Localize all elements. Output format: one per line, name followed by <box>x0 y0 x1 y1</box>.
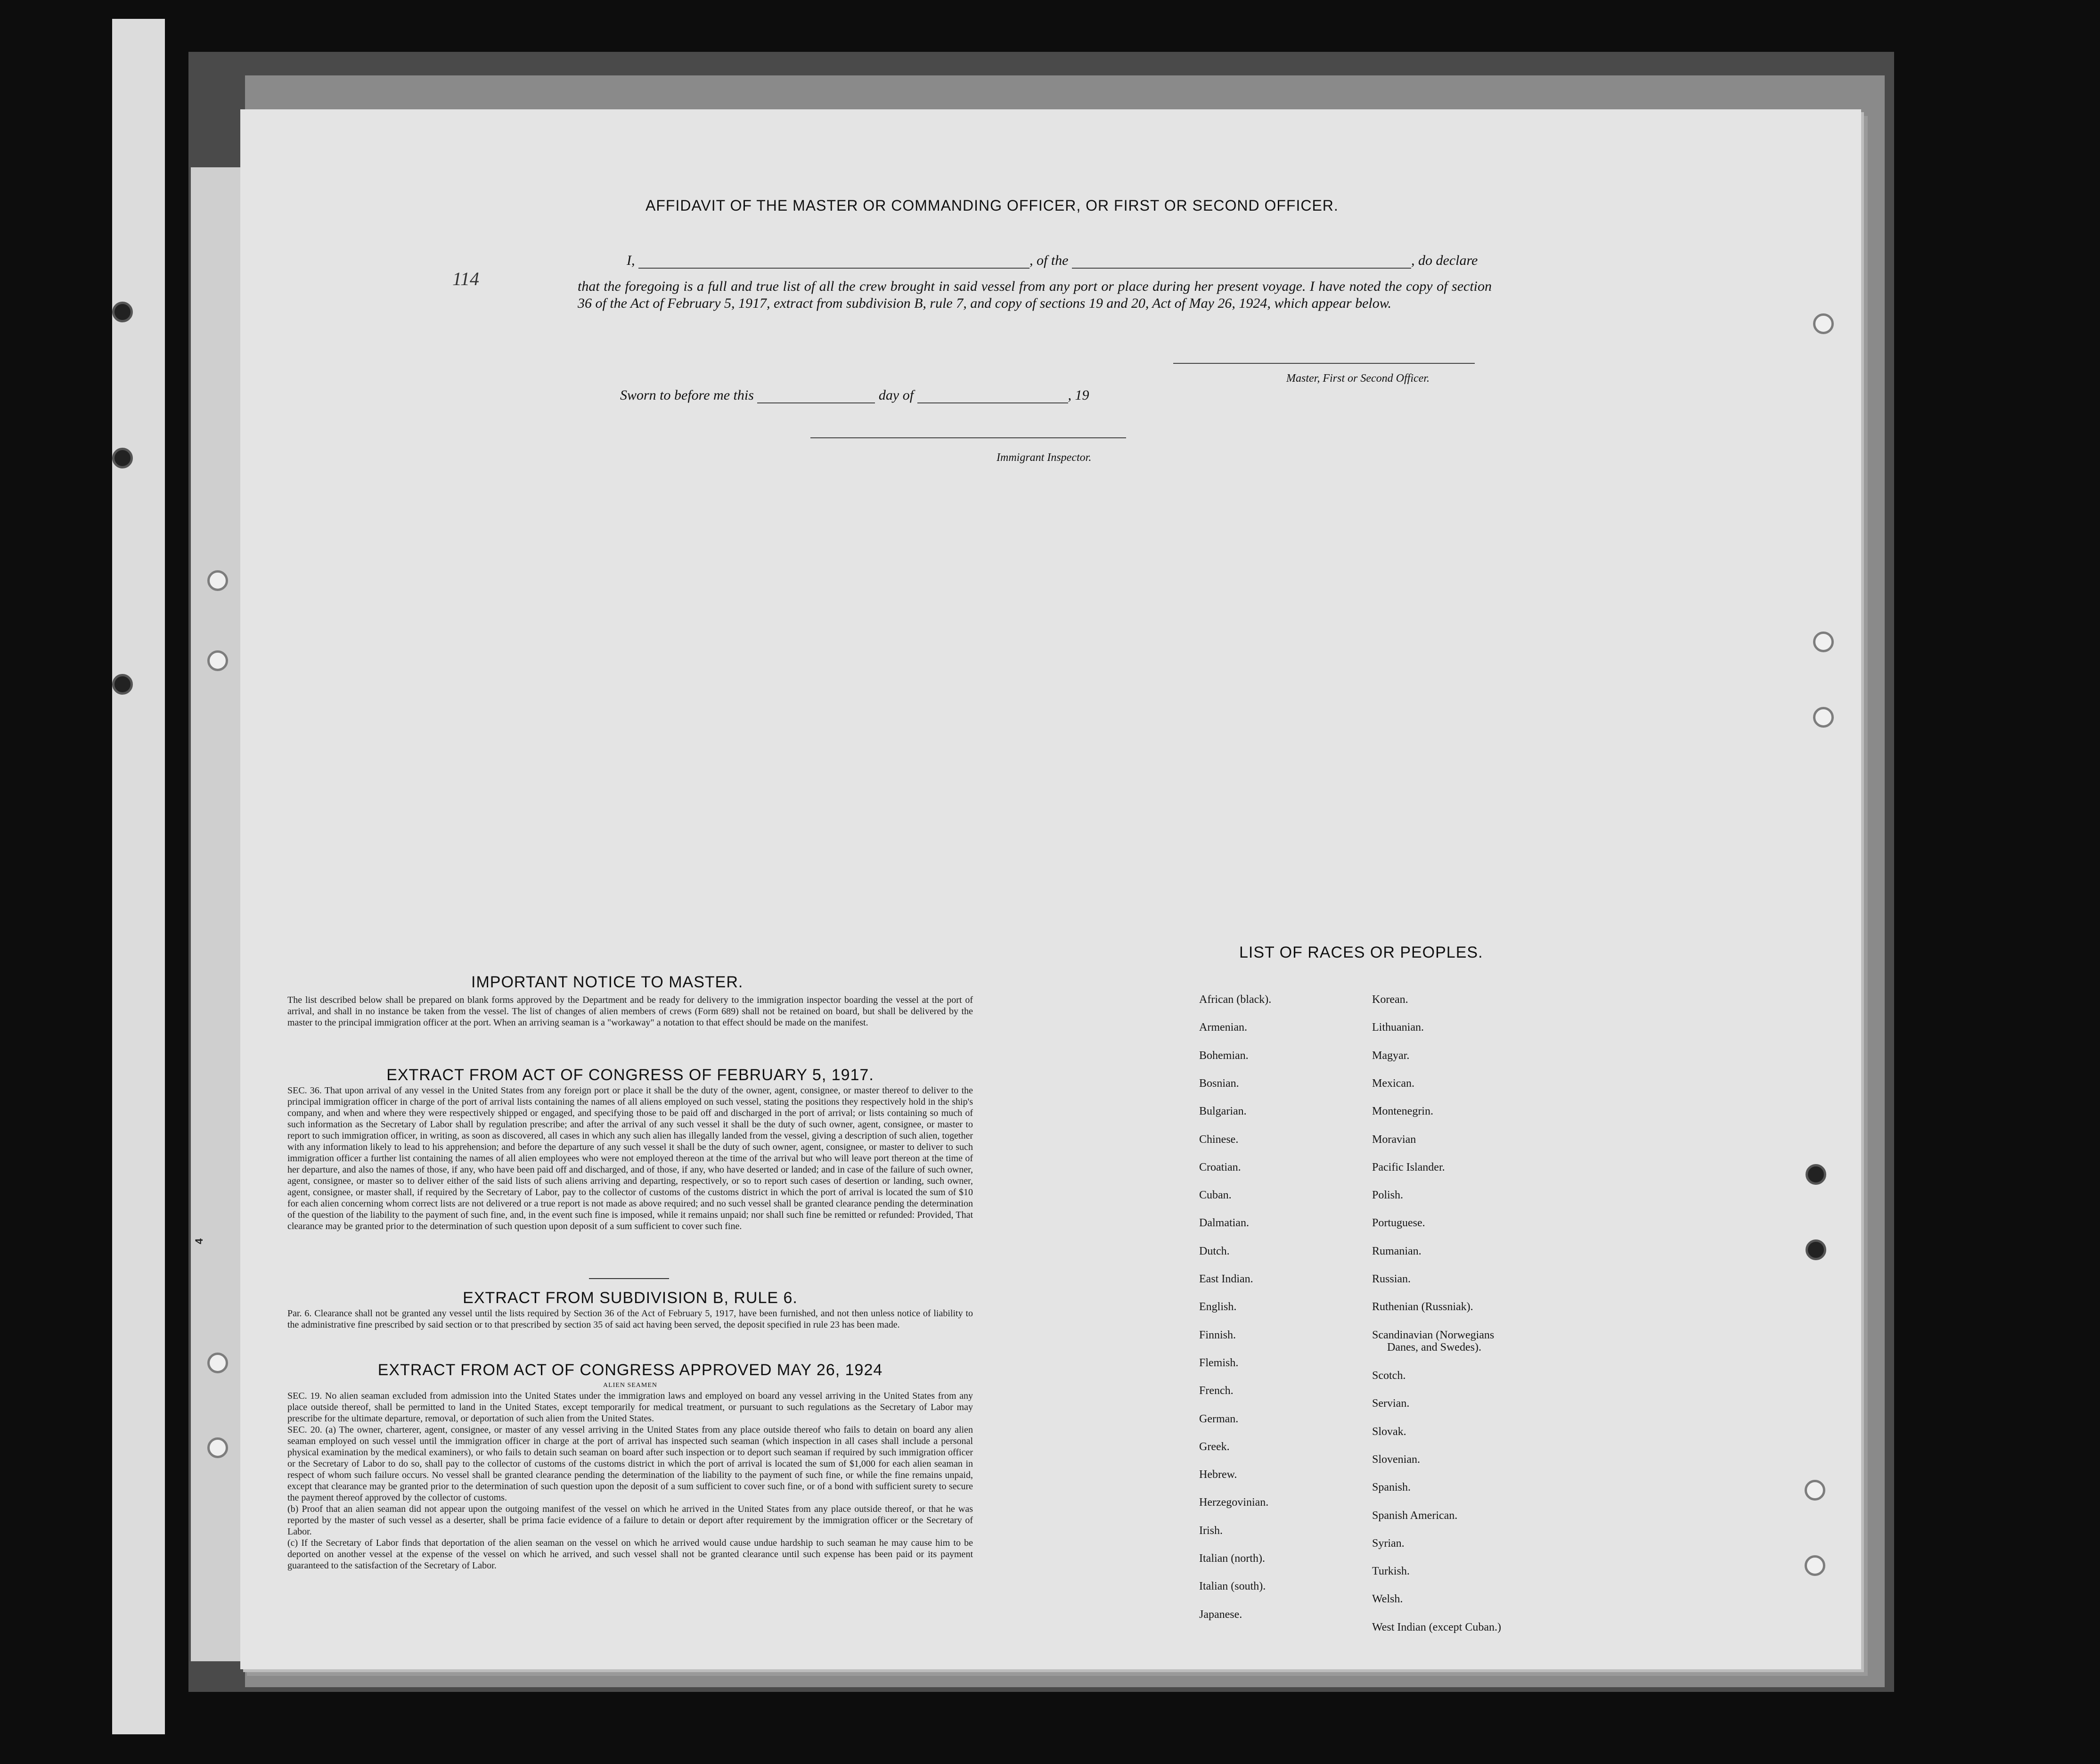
master-signature-line[interactable] <box>1173 363 1475 364</box>
race-item: Danes, and Swedes). <box>1387 1341 1481 1354</box>
race-item: East Indian. <box>1199 1273 1253 1285</box>
affidavit-body: that the foregoing is a full and true list of all the crew brought in said vessel from any port or place during her present voyage. I have noted the copy of section 36 of the Act of February 5, 1917, extract from subdivision B, rule 7, and copy of sections 19 and 20, Act of May 26, 1924, which appear below. <box>578 279 1492 311</box>
notice-title: IMPORTANT NOTICE TO MASTER. <box>471 973 744 991</box>
race-item: Italian (south). <box>1199 1580 1266 1592</box>
punch-hole <box>207 1437 228 1458</box>
sworn-month-field[interactable] <box>917 388 1068 403</box>
sworn-line <box>620 387 1089 403</box>
extract-1924-title: EXTRACT FROM ACT OF CONGRESS APPROVED MAY 26, 1924 <box>377 1361 883 1379</box>
race-item: Korean. <box>1372 993 1408 1006</box>
sec19-paragraph: SEC. 19. No alien seaman excluded from admission into the United States under the immigration laws and employed on board any vessel arriving in the United States from any place outside thereof, shall be permitted to land in the United States, except temporarily for medical treatment, or pursuant to such regulations as the Secretary of Labor may prescribe for the ultimate departure, removal, or deportation of such alien from the United States. <box>287 1391 973 1424</box>
of-the-text: , of the <box>1030 253 1069 268</box>
race-item: Finnish. <box>1199 1329 1236 1341</box>
race-item: Moravian <box>1372 1133 1416 1146</box>
race-item: Dalmatian. <box>1199 1217 1249 1229</box>
race-item: Flemish. <box>1199 1357 1239 1369</box>
alien-seamen-subtitle: ALIEN SEAMEN <box>603 1382 658 1389</box>
extract-rule-body: Par. 6. Clearance shall not be granted any vessel until the lists required by Section 36 of the Act of February 5, 1917, have been furnished, and not then unless notice of liability to the administrative fine prescribed by said section or to that prescribed by section 35 of said act having been served, the deposit specified in rule 23 has been made. <box>287 1308 973 1330</box>
race-item: Italian (north). <box>1199 1552 1265 1565</box>
punch-hole <box>1805 1480 1825 1501</box>
race-item: Japanese. <box>1199 1608 1242 1621</box>
punch-hole <box>1805 1555 1825 1576</box>
race-item: Cuban. <box>1199 1189 1232 1201</box>
race-item: Hebrew. <box>1199 1469 1237 1481</box>
secb-paragraph: (b) Proof that an alien seaman did not appear upon the outgoing manifest of the vessel on which he arrived in the United States from any place outside thereof, or that he was reported by the master of such vessel as a deserter, shall be prima facie evidence of a failure to detain or deport after requirement by the immigration officer or the Secretary of Labor. <box>287 1504 973 1537</box>
race-item: Bosnian. <box>1199 1077 1239 1090</box>
day-of-text: day of <box>878 387 914 403</box>
sec20-paragraph: SEC. 20. (a) The owner, charterer, agent, consignee, or master of any vessel arriving in the United States from any place outside thereof who fails to detain on board any alien seaman employed on such vessel until the immigration officer in charge at the port of arrival has inspected such seaman (which inspection in all cases shall include a personal physical examination by the medical examiners), or who fails to detain such seaman on board after such inspection or to deport such seaman if required by such immigration officer or the Secretary of Labor to do so, shall pay to the collector of customs of the customs district in which the port of arrival is located the sum of $1,000 for each alien seaman in respect of whom such failure occurs. No vessel shall be granted clearance pending the determination of the liability to the payment of such fine, or while the fine remains unpaid, except that clearance may be granted prior to the determination of such question upon the deposit of a sum sufficient to cover such fine, or of a bond with sufficient surety to secure the payment thereof approved by the collector of customs. <box>287 1425 973 1503</box>
race-item: Welsh. <box>1372 1593 1403 1605</box>
race-item: Montenegrin. <box>1372 1105 1433 1117</box>
extract-rule-title: EXTRACT FROM SUBDIVISION B, RULE 6. <box>463 1289 798 1307</box>
affidavit-title: AFFIDAVIT OF THE MASTER OR COMMANDING OFFICER, OR FIRST OR SECOND OFFICER. <box>646 197 1339 214</box>
extract-1917-title: EXTRACT FROM ACT OF CONGRESS OF FEBRUARY 5, 1917. <box>386 1066 874 1084</box>
left-paper-strip <box>112 19 165 1734</box>
race-item: Dutch. <box>1199 1245 1230 1257</box>
race-item: Herzegovinian. <box>1199 1496 1269 1509</box>
master-label: Master, First or Second Officer. <box>1286 372 1430 385</box>
race-item: Syrian. <box>1372 1537 1405 1550</box>
punch-hole <box>207 650 228 671</box>
race-item: Armenian. <box>1199 1021 1247 1034</box>
race-item: Scotch. <box>1372 1370 1406 1382</box>
notice-body: The list described below shall be prepared on blank forms approved by the Department and be ready for delivery to the immigration inspector boarding the vessel at the port of arrival, and shall in no instance be taken from the vessel. The list of changes of alien members of crews (Form 689) shall not be retained on board, but shall be delivered by the master to the principal immigration officer at the port. When an arriving seaman is a "workaway" a notation to that effect should be made on the manifest. <box>287 995 973 1028</box>
punch-hole <box>112 674 133 695</box>
race-item: Irish. <box>1199 1525 1223 1537</box>
race-item: French. <box>1199 1385 1234 1397</box>
punch-hole <box>207 1353 228 1373</box>
race-item: Croatian. <box>1199 1161 1241 1173</box>
sworn-day-field[interactable] <box>757 388 875 403</box>
race-item: English. <box>1199 1301 1237 1313</box>
punch-hole <box>1813 707 1834 728</box>
year-prefix: , 19 <box>1068 387 1089 403</box>
race-item: Scandinavian (Norwegians <box>1372 1329 1495 1341</box>
inspector-signature-line[interactable] <box>810 437 1126 438</box>
extract-1924-body <box>287 1390 973 1571</box>
race-item: Ruthenian (Russniak). <box>1372 1301 1473 1313</box>
do-declare-text: , do declare <box>1411 253 1478 268</box>
race-item: African (black). <box>1199 993 1272 1006</box>
sworn-text: Sworn to before me this <box>620 387 754 403</box>
vessel-field[interactable] <box>1072 254 1411 269</box>
punch-hole <box>1806 1239 1826 1260</box>
divider <box>589 1278 669 1279</box>
inspector-label: Immigrant Inspector. <box>997 451 1092 464</box>
race-item: Rumanian. <box>1372 1245 1422 1257</box>
name-field[interactable] <box>638 254 1030 269</box>
race-item: Spanish American. <box>1372 1510 1458 1522</box>
handwritten-number: 114 <box>452 268 480 289</box>
punch-hole <box>112 302 133 322</box>
race-item: West Indian (except Cuban.) <box>1372 1621 1501 1633</box>
race-item: Chinese. <box>1199 1133 1239 1146</box>
side-number: 4 <box>193 1238 205 1244</box>
race-item: Slovak. <box>1372 1426 1406 1438</box>
punch-hole <box>207 570 228 591</box>
pronoun-i: I, <box>627 253 635 268</box>
races-title: LIST OF RACES OR PEOPLES. <box>1239 944 1483 961</box>
race-item: Portuguese. <box>1372 1217 1425 1229</box>
race-item: Turkish. <box>1372 1565 1410 1577</box>
race-item: Russian. <box>1372 1273 1411 1285</box>
race-item: German. <box>1199 1413 1239 1425</box>
punch-hole <box>1813 313 1834 334</box>
race-item: Slovenian. <box>1372 1453 1420 1466</box>
race-item: Greek. <box>1199 1441 1230 1453</box>
secc-paragraph: (c) If the Secretary of Labor finds that deportation of the alien seaman on the vessel on which he arrived would cause undue hardship to such seaman he may cause him to be deported on another vessel at the expense of the vessel on which he arrived, and such vessel shall not be granted clearance until such expense has been paid or its payment guaranteed to the satisfaction of the Secretary of Labor. <box>287 1538 973 1571</box>
race-item: Bohemian. <box>1199 1050 1249 1062</box>
race-item: Spanish. <box>1372 1481 1411 1493</box>
race-item: Servian. <box>1372 1397 1410 1410</box>
race-item: Polish. <box>1372 1189 1404 1201</box>
race-item: Lithuanian. <box>1372 1021 1424 1034</box>
race-item: Bulgarian. <box>1199 1105 1247 1117</box>
punch-hole <box>1806 1164 1826 1185</box>
punch-hole <box>112 448 133 468</box>
affidavit-line1 <box>627 253 1478 269</box>
extract-1917-body: SEC. 36. That upon arrival of any vessel in the United States from any foreign port or place it shall be the duty of the owner, agent, consignee, or master thereof to deliver to the principal immigration officer in charge of the port of arrival lists containing the names of all aliens employed on such vessel, stating the positions they respectively hold in the ship's company, and when and where they were respectively shipped or engaged, and specifying those to be paid off and discharged in the port of arrival; or lists containing so much of such information as the Secretary of Labor shall by regulation prescribe; and after the arrival of any such vessel it shall be the duty of such owner, agent, consignee, or master to report to such immigration officer, in writing, as soon as discovered, all cases in which any such alien has illegally landed from the vessel, giving a description of such alien, together with any information likely to lead to his apprehension; and before the departure of any such vessel it shall be the duty of such owner, agent, consignee, or master to deliver to such immigration officer a further list containing the names of all alien employees who were not employed thereon at the time of the arrival but who will leave port thereon at the time of her departure, and also the names of those, if any, who have been paid off and discharged, and of those, if any, who have deserted or landed; and in case of the failure of such owner, agent, consignee, or master so to deliver either of the said lists of such aliens arriving and departing, respectively, or so to report such cases of desertion or landing, such owner, agent, consignee, or master shall, if required by the Secretary of Labor, pay to the collector of customs of the customs district in which the port of arrival is located the sum of $10 for each alien concerning whom correct lists are not delivered or a true report is not made as above required; and no such vessel shall be granted clearance pending the determination of the question of the liability to the payment of such fine, and, in the event such fine is imposed, while it remains unpaid; nor shall such fine be remitted or refunded: Provided, That clearance may be granted prior to the determination of such question upon deposit of a sum sufficient to cover such fine. <box>287 1085 973 1231</box>
race-item: Pacific Islander. <box>1372 1161 1445 1173</box>
race-item: Mexican. <box>1372 1077 1414 1090</box>
race-item: Magyar. <box>1372 1050 1410 1062</box>
punch-hole <box>1813 632 1834 652</box>
